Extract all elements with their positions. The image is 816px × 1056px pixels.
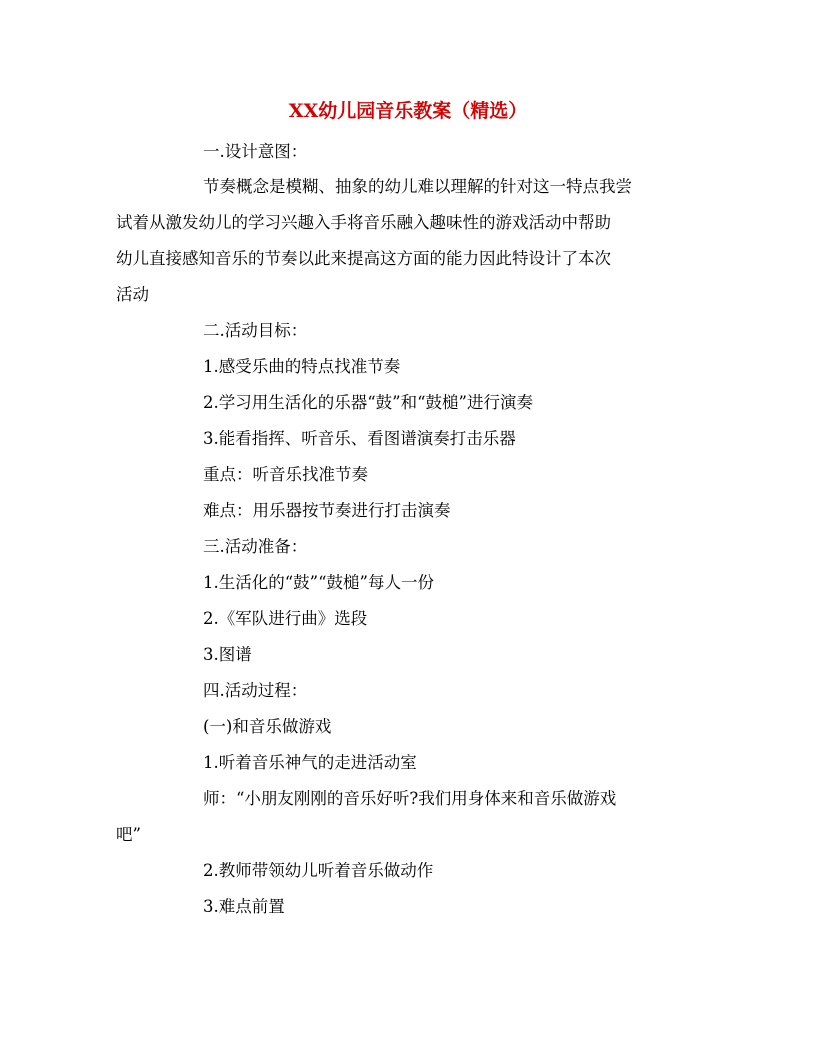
list-item: 3.难点前置 — [203, 897, 285, 916]
dialogue-line: 师：“小朋友刚刚的音乐好听?我们用身体来和音乐做游戏 — [203, 789, 617, 808]
paragraph-line: 试着从激发幼儿的学习兴趣入手将音乐融入趣味性的游戏活动中帮助 — [116, 213, 611, 232]
list-item: 3.能看指挥、听音乐、看图谱演奏打击乐器 — [203, 429, 516, 448]
list-item: 3.图谱 — [203, 645, 252, 664]
list-item: 2.教师带领幼儿听着音乐做动作 — [203, 861, 434, 880]
paragraph-line: 幼儿直接感知音乐的节奏以此来提高这方面的能力因此特设计了本次 — [116, 249, 611, 268]
list-item: 1.听着音乐神气的走进活动室 — [203, 753, 417, 772]
section-heading-design-intent: 一.设计意图： — [203, 142, 308, 161]
list-item: 2.学习用生活化的乐器“鼓”和“鼓槌”进行演奏 — [203, 393, 533, 412]
list-item: 1.生活化的“鼓”“鼓槌”每人一份 — [203, 573, 434, 592]
section-heading-goals: 二.活动目标： — [203, 321, 308, 340]
section-heading-preparation: 三.活动准备： — [203, 537, 308, 556]
list-item: 1.感受乐曲的特点找准节奏 — [203, 357, 401, 376]
difficulty-line: 难点：用乐器按节奏进行打击演奏 — [203, 501, 451, 520]
key-point-line: 重点：听音乐找准节奏 — [203, 465, 368, 484]
paragraph-line: 节奏概念是模糊、抽象的幼儿难以理解的针对这一特点我尝 — [203, 177, 632, 196]
section-heading-process: 四.活动过程： — [203, 681, 308, 700]
paragraph-line: 活动 — [116, 285, 149, 304]
subsection-heading: (一)和音乐做游戏 — [203, 717, 332, 736]
dialogue-line: 吧” — [116, 825, 141, 844]
list-item: 2.《军队进行曲》选段 — [203, 609, 368, 628]
document-title: XX幼儿园音乐教案（精选） — [288, 100, 528, 122]
